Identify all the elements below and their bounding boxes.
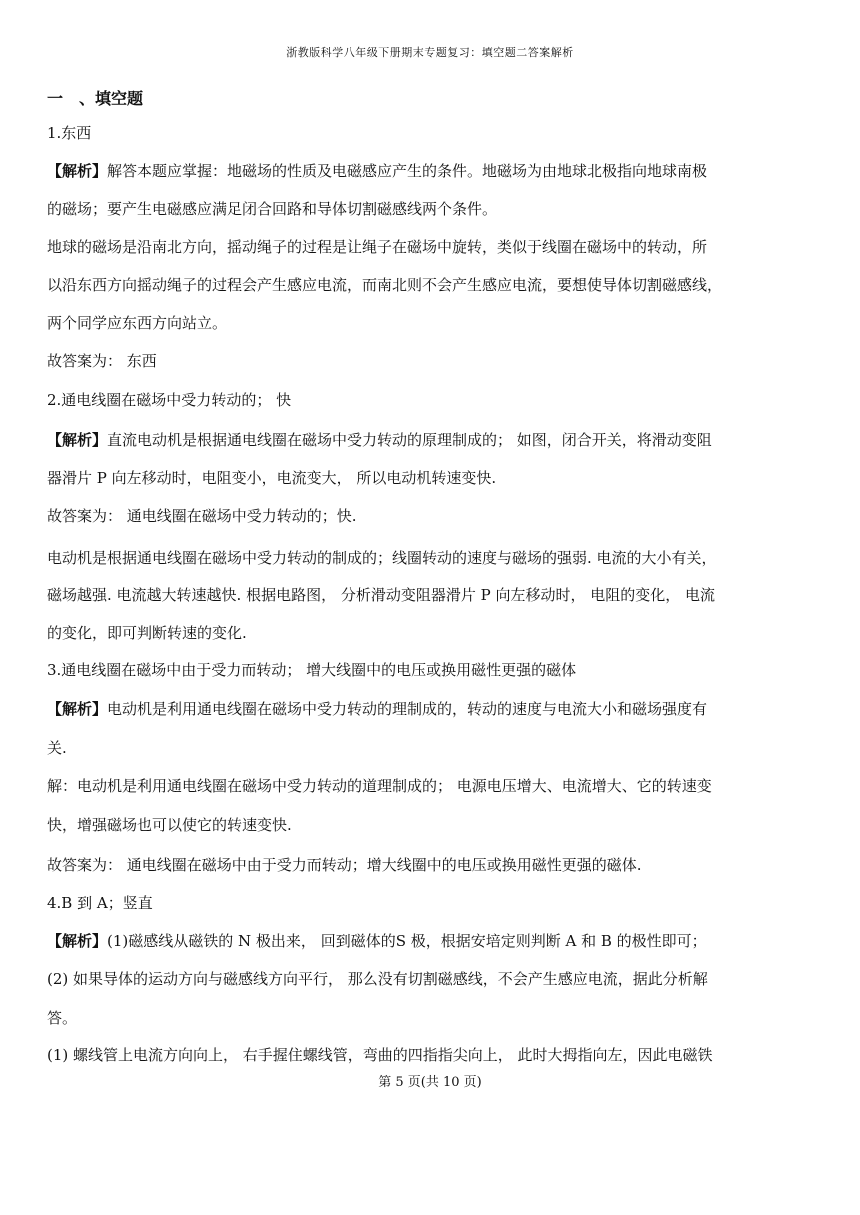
text-line: 1.东西 bbox=[47, 124, 92, 142]
text-line: 【解析】直流电动机是根据通电线圈在磁场中受力转动的原理制成的； 如图，闭合开关，将滑动变阻 bbox=[47, 431, 712, 449]
analysis-tag: 【解析】 bbox=[47, 431, 108, 449]
answer-line: 故答案为： 通电线圈在磁场中受力转动的；快. bbox=[47, 507, 357, 525]
text-line: 【解析】电动机是利用通电线圈在磁场中受力转动的理制成的，转动的速度与电流大小和磁场强度有 bbox=[47, 700, 708, 718]
text-line: 【解析】解答本题应掌握：地磁场的性质及电磁感应产生的条件。地磁场为由地球北极指向地球南极 bbox=[47, 162, 708, 180]
page-title: 浙教版科学八年级下册期末专题复习：填空题二答案解析 bbox=[286, 46, 574, 59]
text-line: (1) 螺线管上电流方向向上， 右手握住螺线管，弯曲的四指指尖向上， 此时大拇指向左，因此电磁铁 bbox=[47, 1046, 713, 1064]
text-line: 地球的磁场是沿南北方向，摇动绳子的过程是让绳子在磁场中旋转，类似于线圈在磁场中的转动，所 bbox=[47, 238, 708, 256]
text-line: 器滑片 P 向左移动时，电阻变小，电流变大， 所以电动机转速变快. bbox=[47, 469, 497, 487]
page-footer: 第 5 页(共 10 页) bbox=[378, 1075, 482, 1090]
text-line: 解：电动机是利用通电线圈在磁场中受力转动的道理制成的； 电源电压增大、电流增大、它的转速变 bbox=[47, 777, 712, 795]
analysis-tag: 【解析】 bbox=[47, 162, 108, 180]
text-line: (2) 如果导体的运动方向与磁感线方向平行， 那么没有切割磁感线，不会产生感应电流，据此分析解 bbox=[47, 970, 708, 988]
text-line: 2.通电线圈在磁场中受力转动的； 快 bbox=[47, 391, 292, 409]
text-line: 关. bbox=[47, 739, 67, 757]
answer-line: 故答案为： 东西 bbox=[47, 352, 157, 370]
text-line: 以沿东西方向摇动绳子的过程会产生感应电流，而南北则不会产生感应电流，要想使导体切割磁感线， bbox=[47, 276, 723, 294]
section-heading: 一 、填空题 bbox=[47, 89, 144, 108]
analysis-tag: 【解析】 bbox=[47, 700, 108, 718]
text-line: 快，增强磁场也可以使它的转速变快. bbox=[47, 816, 292, 834]
analysis-tag: 【解析】 bbox=[47, 932, 108, 950]
answer-line: 故答案为： 通电线圈在磁场中由于受力而转动；增大线圈中的电压或换用磁性更强的磁体. bbox=[47, 856, 642, 874]
text-line: 的变化，即可判断转速的变化. bbox=[47, 624, 247, 642]
text-line: 电动机是根据通电线圈在磁场中受力转动的制成的；线圈转动的速度与磁场的强弱. 电流的大小有关， bbox=[47, 549, 717, 567]
text-line: 的磁场；要产生电磁感应满足闭合回路和导体切割磁感线两个条件。 bbox=[47, 200, 498, 218]
text-line: 磁场越强. 电流越大转速越快. 根据电路图， 分析滑动变阻器滑片 P 向左移动时， 电阻的变化， 电流 bbox=[47, 586, 716, 604]
text-line: 4.B 到 A；竖直 bbox=[47, 894, 153, 912]
text-line: 【解析】(1)磁感线从磁铁的 N 极出来， 回到磁体的S 极，根据安培定则判断 A 和 B 的极性即可； bbox=[47, 932, 707, 950]
text-line: 两个同学应东西方向站立。 bbox=[47, 314, 228, 332]
text-line: 3.通电线圈在磁场中由于受力而转动； 增大线圈中的电压或换用磁性更强的磁体 bbox=[47, 661, 577, 679]
text-line: 答。 bbox=[47, 1009, 78, 1027]
